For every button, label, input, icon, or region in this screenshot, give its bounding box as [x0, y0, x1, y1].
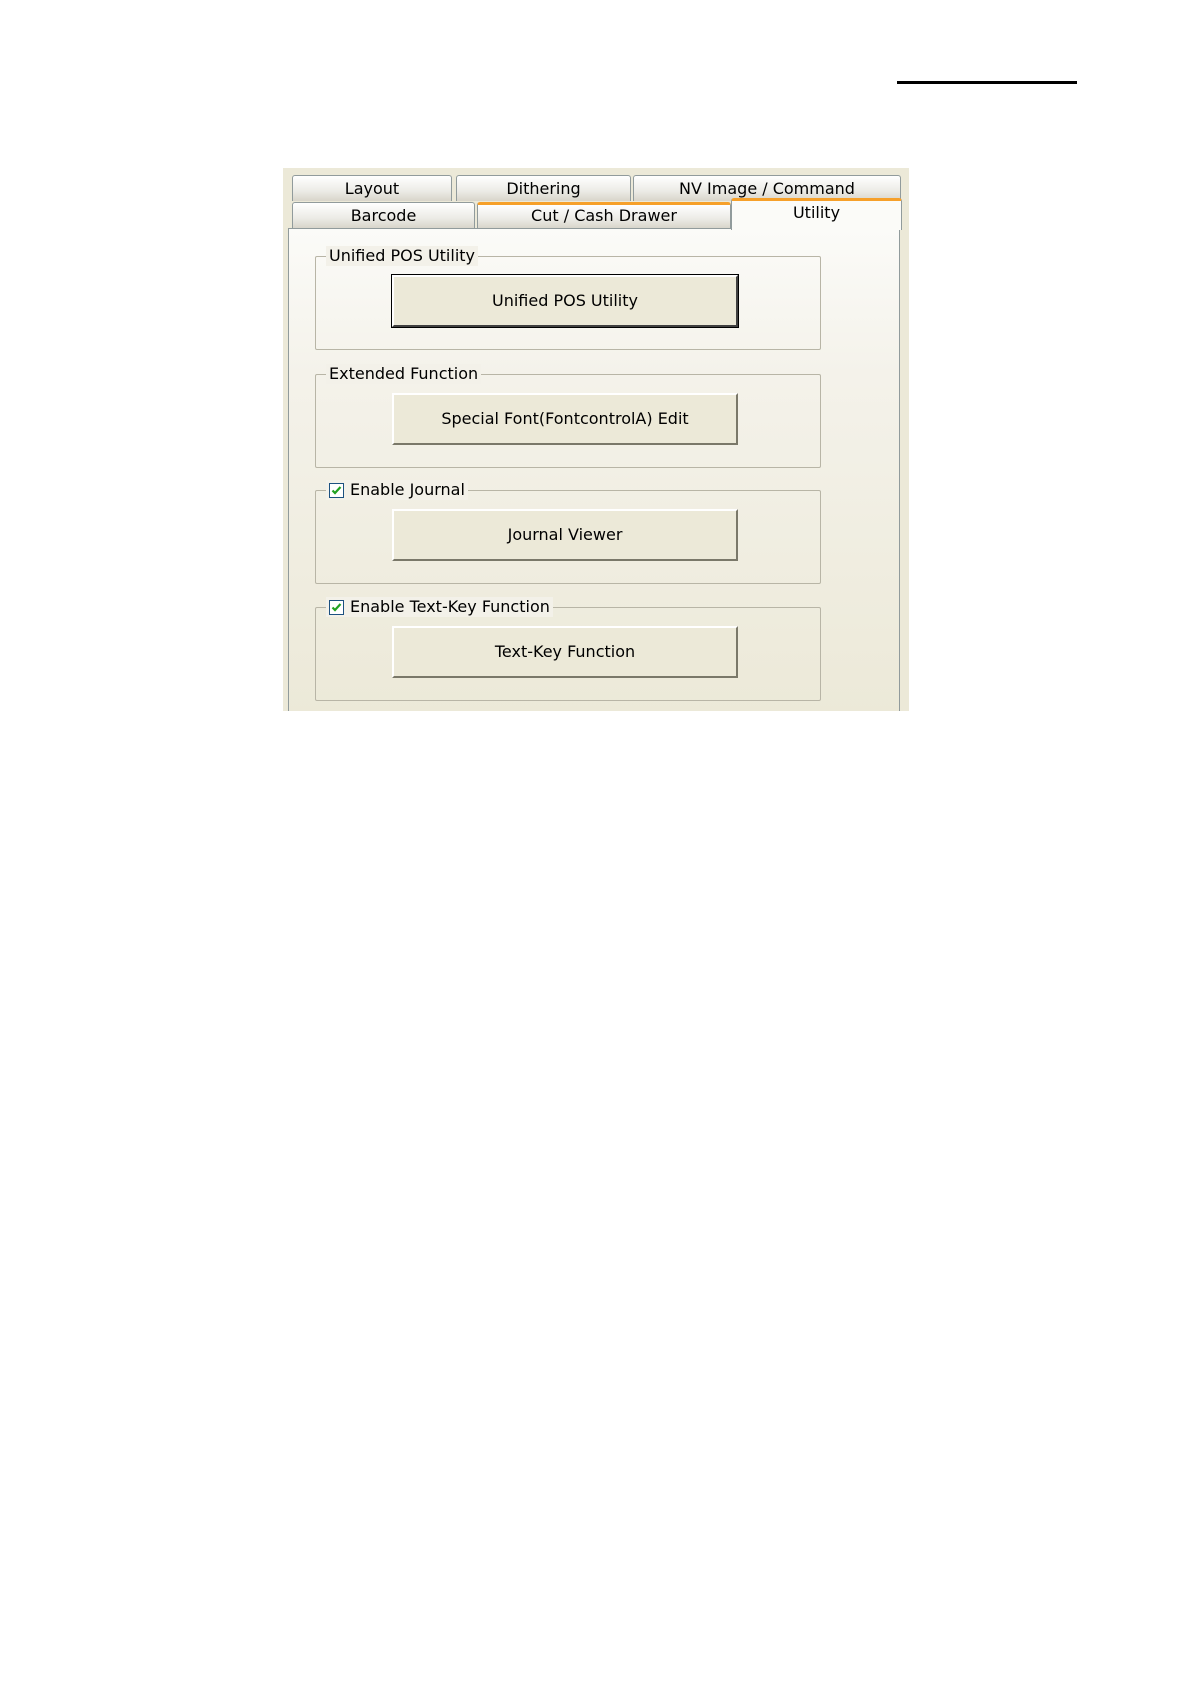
- special-font-edit-button[interactable]: Special Font(FontcontrolA) Edit: [392, 393, 738, 445]
- text-key-function-button[interactable]: Text-Key Function: [392, 626, 738, 678]
- unified-pos-utility-button[interactable]: Unified POS Utility: [392, 275, 738, 327]
- group-enable-text-key-function: [315, 597, 821, 701]
- enable-journal-checkbox[interactable]: [329, 483, 344, 498]
- utility-tab-panel: [288, 228, 900, 711]
- group-title: [326, 480, 468, 500]
- tab-dithering[interactable]: Dithering: [456, 175, 631, 201]
- check-icon: [331, 485, 342, 496]
- group-title: [326, 597, 553, 617]
- group-unified-pos-utility: [315, 246, 821, 350]
- enable-journal-label[interactable]: Enable Journal: [350, 480, 465, 499]
- tab-nv-image-command[interactable]: NV Image / Command: [633, 175, 901, 201]
- enable-text-key-checkbox[interactable]: [329, 600, 344, 615]
- group-title-label: Unified POS Utility: [329, 246, 476, 265]
- journal-viewer-button[interactable]: Journal Viewer: [392, 509, 738, 561]
- tab-cut-cash-drawer[interactable]: Cut / Cash Drawer: [477, 202, 731, 228]
- group-extended-function: [315, 364, 821, 468]
- check-icon: [331, 602, 342, 613]
- enable-text-key-label[interactable]: Enable Text-Key Function: [350, 597, 550, 616]
- group-title-label: Extended Function: [329, 364, 479, 383]
- group-enable-journal: [315, 480, 821, 584]
- tab-utility[interactable]: Utility: [731, 198, 902, 230]
- header-rule: [897, 81, 1077, 84]
- group-title: [326, 246, 478, 266]
- properties-dialog: [283, 168, 909, 711]
- tab-layout[interactable]: Layout: [292, 175, 452, 201]
- group-title: [326, 364, 481, 384]
- tab-barcode[interactable]: Barcode: [292, 202, 475, 228]
